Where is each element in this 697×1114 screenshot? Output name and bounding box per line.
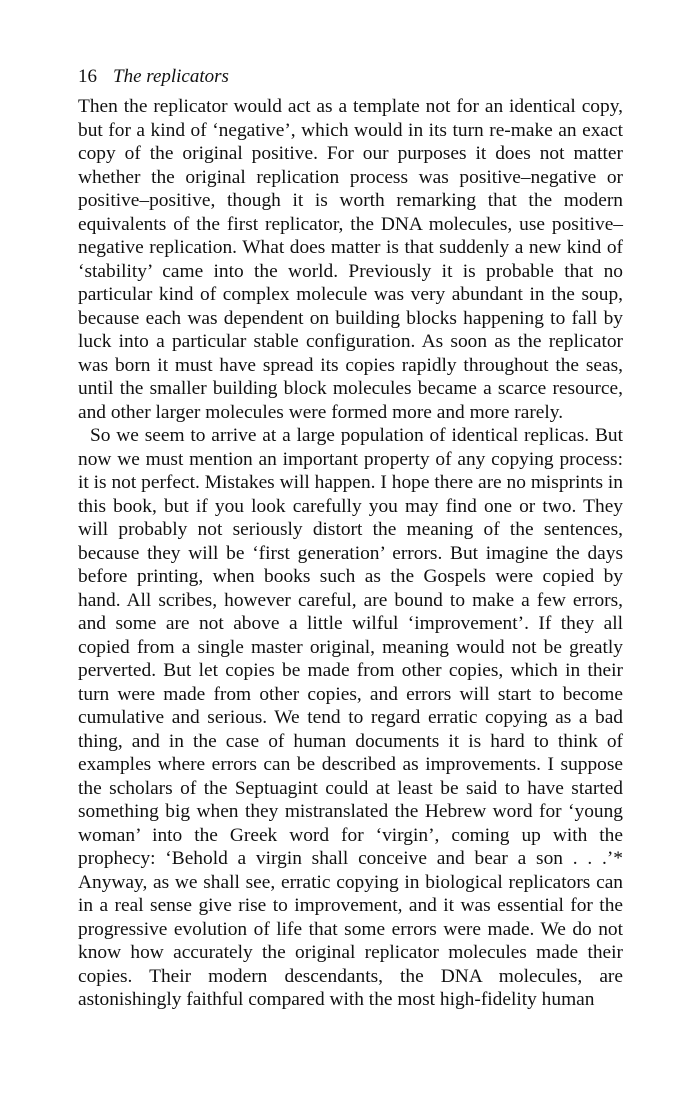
body-text: [78, 95, 623, 1012]
page-number: 16: [78, 66, 97, 87]
running-head: [78, 66, 229, 88]
paragraph-continued: Then the replicator would act as a template not for an identical copy, but for a kind of ‘negative’, which would in its turn re-make an exact copy of the original positive. For our purposes it does not matter whether the original replication process was positive–negative or positive–positive, though it is worth remarking that the modern equivalents of the first replicator, the DNA molecules, use positive–negative replication. What does matter is that suddenly a new kind of ‘stability’ came into the world. Previously it is probable that no particular kind of complex molecule was very abundant in the soup, because each was dependent on building blocks happening to fall by luck into a particular stable configuration. As soon as the replicator was born it must have spread its copies rapidly throughout the seas, until the smaller building block molecules became a scarce resource, and other larger molecules were formed more and more rarely.: [78, 96, 623, 423]
paragraph-copying-errors: So we seem to arrive at a large population of identical replicas. But now we must mention an important property of any copying process: it is not perfect. Mistakes will happen. I hope there are no misprints in this book, but if you look carefully you may find one or two. They will probably not seriously distort the meaning of the sentences, because they will be ‘first generation’ errors. But imagine the days before printing, when books such as the Gospels were copied by hand. All scribes, however careful, are bound to make a few errors, and some are not above a little wilful ‘improvement’. If they all copied from a single master original, meaning would not be greatly perverted. But let copies be made from other copies, which in their turn were made from other copies, and errors will start to become cumulative and serious. We tend to regard erratic copying as a bad thing, and in the case of human documents it is hard to think of examples where errors can be described as improvements. I suppose the scholars of the Septuagint could at least be said to have started something big when they mistranslated the Hebrew word for ‘young woman’ into the Greek word for ‘virgin’, coming up with the prophecy: ‘Behold a virgin shall conceive and bear a son . . .’* Anyway, as we shall see, erratic copying in biological replicators can in a real sense give rise to improvement, and it was essential for the progressive evolution of life that some errors were made. We do not know how accurately the original replicator molecules made their copies. Their modern descendants, the DNA molecules, are astonishingly faithful compared with the most high-fidelity human: [78, 425, 623, 1010]
chapter-title: The replicators: [113, 66, 229, 87]
